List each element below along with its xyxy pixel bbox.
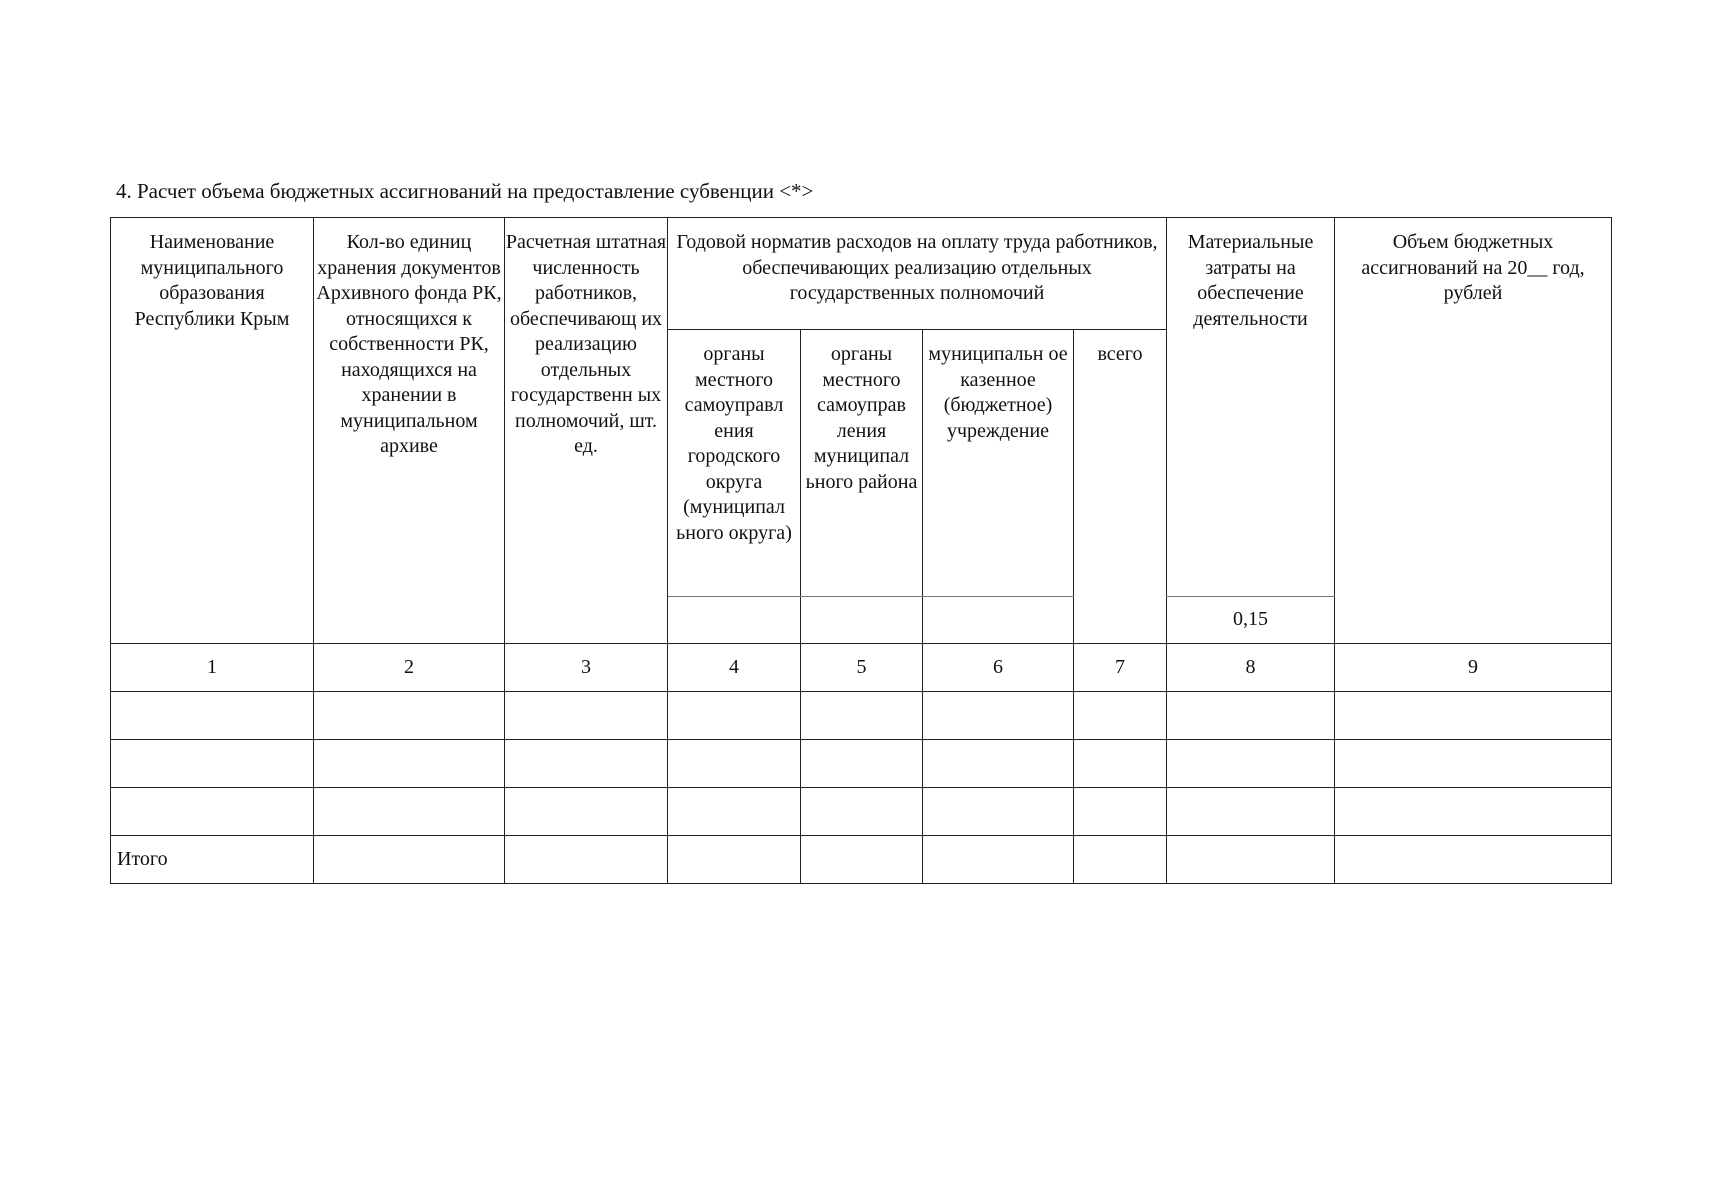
header-municipality-name: Наименование муниципального образования Республики Крым <box>111 218 314 644</box>
column-number: 6 <box>923 644 1074 692</box>
empty-cell <box>111 692 314 740</box>
empty-cell <box>801 740 923 788</box>
empty-cell <box>111 788 314 836</box>
empty-cell <box>1167 836 1335 884</box>
empty-cell <box>923 836 1074 884</box>
column-number: 2 <box>314 644 505 692</box>
subheader-blank-cell <box>801 597 923 644</box>
header-annual-wage-norm: Годовой норматив расходов на оплату труда работников, обеспечивающих реализацию отдельных государственных полномочий <box>668 218 1167 330</box>
column-number: 5 <box>801 644 923 692</box>
budget-allocation-table <box>110 217 1612 884</box>
empty-cell <box>505 788 668 836</box>
empty-cell <box>1335 692 1612 740</box>
empty-cell <box>1167 692 1335 740</box>
column-number: 4 <box>668 644 801 692</box>
empty-cell <box>111 740 314 788</box>
empty-cell <box>314 788 505 836</box>
subheader-blank-cell <box>668 597 801 644</box>
empty-cell <box>314 740 505 788</box>
empty-cell <box>505 836 668 884</box>
empty-cell <box>668 692 801 740</box>
empty-cell <box>505 692 668 740</box>
table-row <box>111 692 1612 740</box>
empty-cell <box>923 740 1074 788</box>
empty-cell <box>505 740 668 788</box>
empty-cell <box>801 836 923 884</box>
material-costs-coefficient: 0,15 <box>1167 597 1335 644</box>
total-label: Итого <box>111 836 314 884</box>
empty-cell <box>1167 740 1335 788</box>
header-municipal-district-bodies: органы местного самоуправ ления муниципал ьного района <box>801 330 923 597</box>
table-row <box>111 740 1612 788</box>
column-number: 3 <box>505 644 668 692</box>
column-number: 8 <box>1167 644 1335 692</box>
empty-cell <box>1074 692 1167 740</box>
header-urban-district-bodies: органы местного самоуправл ения городского округа (муниципал ьного округа) <box>668 330 801 597</box>
empty-cell <box>801 692 923 740</box>
table-row <box>111 788 1612 836</box>
header-staff-count: Расчетная штатная численность работников, обеспечивающ их реализацию отдельных государственн ых полномочий, шт. ед. <box>505 218 668 644</box>
header-state-institution: муниципальн ое казенное (бюджетное) учреждение <box>923 330 1074 597</box>
empty-cell <box>668 836 801 884</box>
column-number-row <box>111 644 1612 692</box>
column-number: 1 <box>111 644 314 692</box>
empty-cell <box>1074 788 1167 836</box>
header-total: всего <box>1074 330 1167 644</box>
column-number: 7 <box>1074 644 1167 692</box>
empty-cell <box>923 692 1074 740</box>
header-material-costs: Материальные затраты на обеспечение деятельности <box>1167 218 1335 597</box>
empty-cell <box>1167 788 1335 836</box>
empty-cell <box>801 788 923 836</box>
empty-cell <box>1335 836 1612 884</box>
empty-cell <box>314 836 505 884</box>
empty-cell <box>314 692 505 740</box>
empty-cell <box>1074 740 1167 788</box>
empty-cell <box>668 788 801 836</box>
empty-cell <box>1335 788 1612 836</box>
header-storage-units: Кол-во единиц хранения документов Архивного фонда РК, относящихся к собственности РК, находящихся на хранении в муниципальном архиве <box>314 218 505 644</box>
empty-cell <box>923 788 1074 836</box>
table-caption: 4. Расчет объема бюджетных ассигнований на предоставление субвенции <*> <box>116 179 814 203</box>
total-row <box>111 836 1612 884</box>
empty-cell <box>668 740 801 788</box>
header-budget-volume: Объем бюджетных ассигнований на 20__ год, рублей <box>1335 218 1612 644</box>
column-number: 9 <box>1335 644 1612 692</box>
empty-cell <box>1074 836 1167 884</box>
empty-cell <box>1335 740 1612 788</box>
subheader-blank-cell <box>923 597 1074 644</box>
